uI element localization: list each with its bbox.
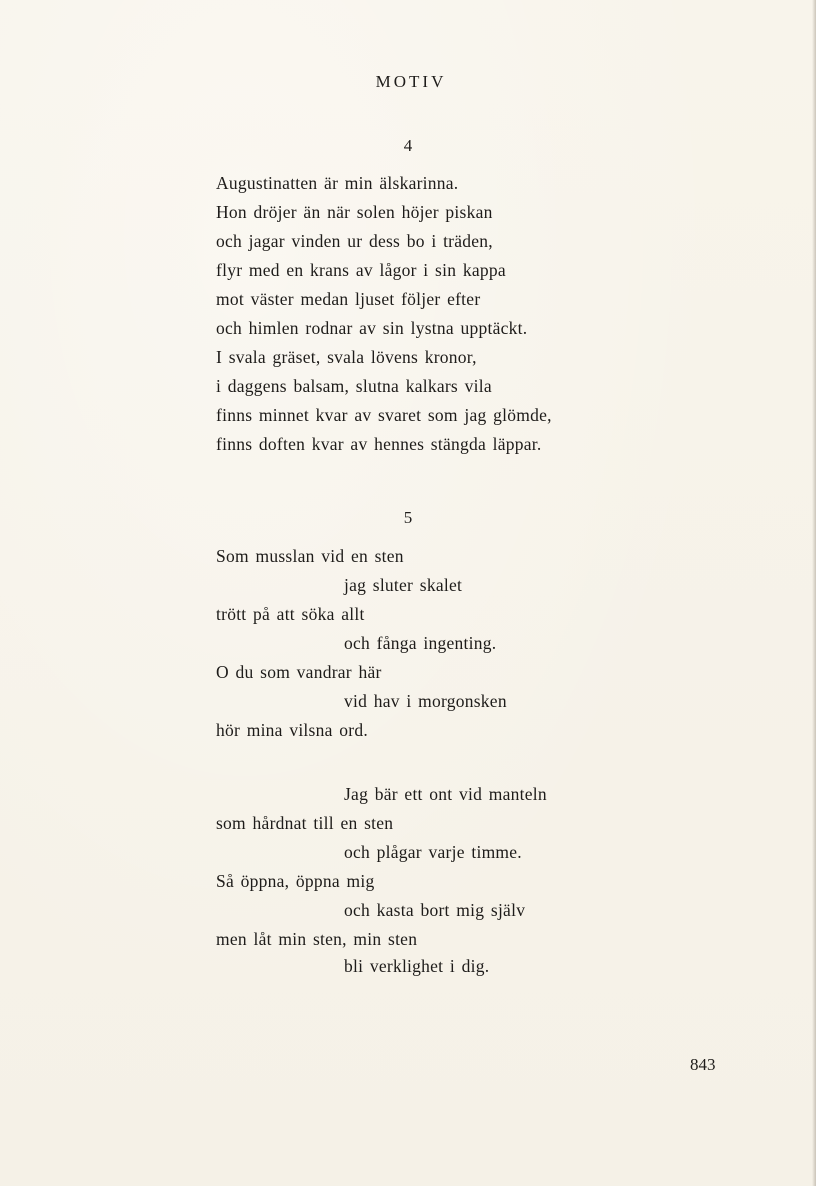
poem-line: som hårdnat till en sten [216, 813, 394, 833]
poem-line: mot väster medan ljuset följer efter [216, 289, 481, 309]
poem-line: i daggens balsam, slutna kalkars vila [216, 376, 492, 396]
poem-line: Som musslan vid en sten [216, 546, 404, 566]
poem-line-indented: Jag bär ett ont vid manteln [344, 784, 547, 804]
poem-number-5: 5 [403, 508, 413, 527]
poem-line: flyr med en krans av lågor i sin kappa [216, 260, 506, 280]
page-number: 843 [690, 1055, 716, 1074]
poem-line: finns minnet kvar av svaret som jag glömde, [216, 405, 552, 425]
poem-line-indented: och kasta bort mig själv [344, 900, 526, 920]
poem-line: trött på att söka allt [216, 604, 365, 624]
poem-line: och himlen rodnar av sin lystna upptäckt. [216, 318, 528, 338]
page-edge-shadow [812, 0, 816, 1186]
poem-line: hör mina vilsna ord. [216, 720, 368, 740]
poem-line: finns doften kvar av hennes stängda läppar. [216, 434, 542, 454]
running-head: MOTIV [375, 72, 447, 91]
poem-line: men låt min sten, min sten [216, 929, 418, 949]
poem-line: Augustinatten är min älskarinna. [216, 173, 459, 193]
poem-line-indented: och plågar varje timme. [344, 842, 522, 862]
poem-line: O du som vandrar här [216, 662, 382, 682]
poem-line-indented: och fånga ingenting. [344, 633, 497, 653]
poem-line: I svala gräset, svala lövens kronor, [216, 347, 477, 367]
poem-number-4: 4 [403, 136, 413, 155]
poem-line: Hon dröjer än när solen höjer piskan [216, 202, 493, 222]
poem-line-indented: vid hav i morgonsken [344, 691, 507, 711]
poem-line-indented: bli verklighet i dig. [344, 956, 490, 976]
poem-line: och jagar vinden ur dess bo i träden, [216, 231, 493, 251]
poem-line-indented: jag sluter skalet [344, 575, 463, 595]
poem-line: Så öppna, öppna mig [216, 871, 375, 891]
